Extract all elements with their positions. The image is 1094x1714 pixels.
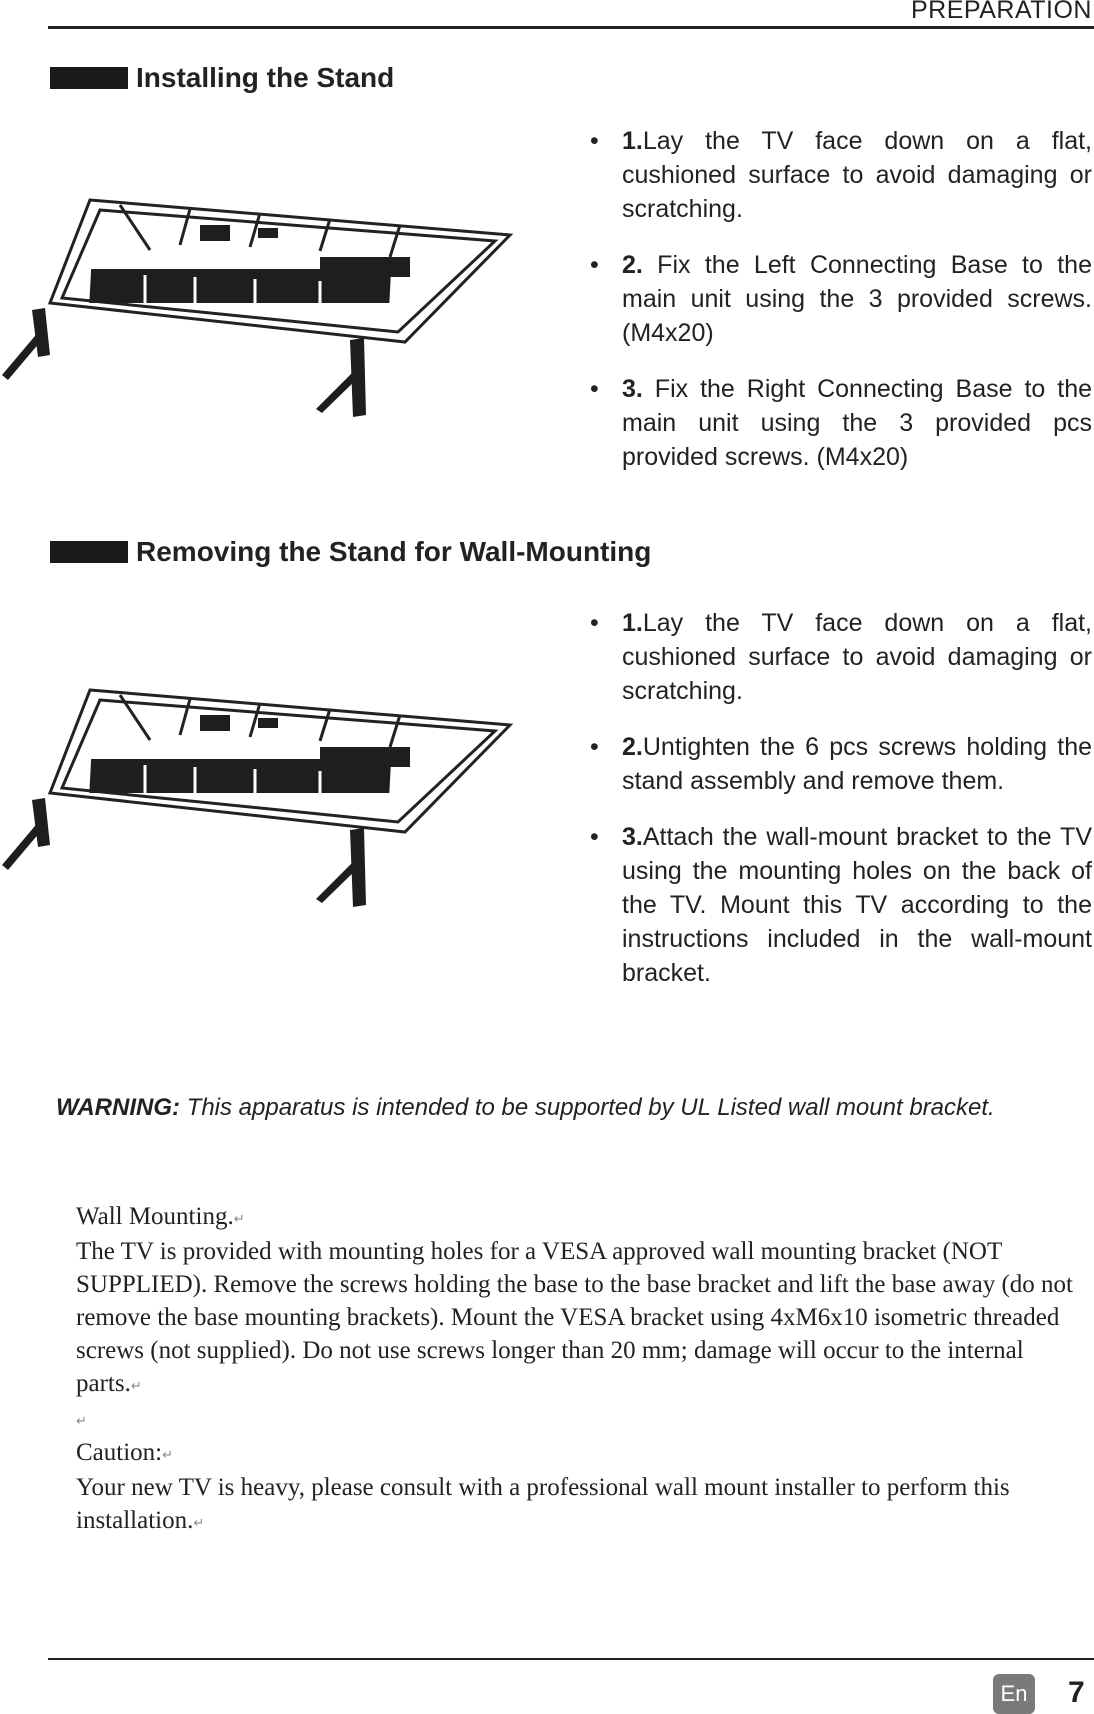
section-removing-stand-title (50, 536, 651, 568)
footer-rule (48, 1658, 1094, 1660)
section-marker (50, 67, 128, 89)
wall-mounting-heading: Wall Mounting. (76, 1203, 234, 1230)
warning-note (56, 1094, 1092, 1122)
section-title-text: Installing the Stand (136, 62, 395, 93)
list-item: • 2. Fix the Left Connecting Base to the main unit using the 3 provided screws. (M4x20) (590, 248, 1092, 350)
installing-stand-steps (590, 124, 1092, 496)
list-item: • 3. Fix the Right Connecting Base to the main unit using the 3 provided pcs provided screws. (M4x20) (590, 372, 1092, 474)
list-item: • 3.Attach the wall-mount bracket to the TV using the mounting holes on the back of the TV. Mount this TV according to the instructions included in the wall-mount bracket. (590, 820, 1092, 990)
section-installing-stand-title (50, 62, 394, 94)
tv-wall-mount-illustration (0, 685, 515, 910)
page-header-title: PREPARATION (911, 0, 1092, 24)
list-item: • 2.Untighten the 6 pcs screws holding the stand assembly and remove them. (590, 730, 1092, 798)
list-item: • 1.Lay the TV face down on a flat, cushioned surface to avoid damaging or scratching. (590, 606, 1092, 708)
wall-mounting-notes: Wall Mounting.↵ The TV is provided with mounting holes for a VESA approved wall mounting bracket (NOT SUPPLIED). Remove the screws holding the base to the base bracket and lift the base away (do not remove the base mounting brackets). Mount the VESA bracket using 4xM6x10 isometric threaded screws (not supplied). Do not use screws longer than 20 mm; damage will occur to the internal parts.↵ ↵ Caution:↵ Your new TV is heavy, please consult with a professional wall mount installer to perform this installation.↵ (76, 1203, 1073, 1535)
warning-label: WARNING: (56, 1094, 180, 1121)
caution-body: Your new TV is heavy, please consult with a professional wall mount installer to perform this installation. (76, 1474, 1010, 1535)
section-title-text: Removing the Stand for Wall-Mounting (136, 536, 652, 567)
tv-stand-illustration (0, 195, 515, 420)
page-number: 7 (1068, 1676, 1085, 1709)
removing-stand-steps (590, 606, 1092, 1012)
header-rule (48, 26, 1094, 29)
warning-text: This apparatus is intended to be supported by UL Listed wall mount bracket. (179, 1094, 995, 1121)
caution-heading: Caution: (76, 1439, 163, 1467)
section-marker (50, 541, 128, 563)
language-badge: En (993, 1674, 1035, 1714)
wall-mounting-body: The TV is provided with mounting holes for a VESA approved wall mounting bracket (NOT SUPPLIED). Remove the screws holding the base to the base bracket and lift the base away (do not remove the base mounting brackets). Mount the VESA bracket using 4xM6x10 isometric threaded screws (not supplied). Do not use screws longer than 20 mm; damage will occur to the internal parts. (76, 1237, 1073, 1397)
list-item: • 1.Lay the TV face down on a flat, cushioned surface to avoid damaging or scratching. (590, 124, 1092, 226)
